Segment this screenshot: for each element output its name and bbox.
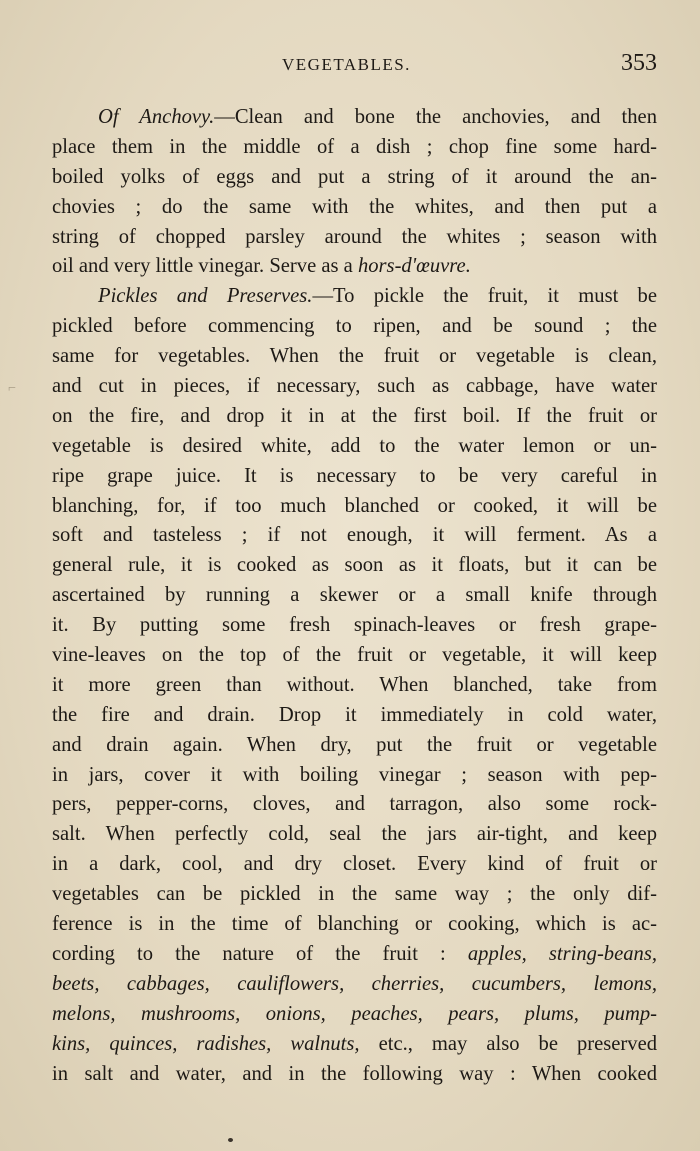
text-line: pickled before commencing to ripen, and be sound ; the	[52, 315, 657, 338]
paragraph-pickles-and-preserves	[52, 282, 657, 1089]
text-line: in salt and water, and in the following way : When cooked	[52, 1062, 657, 1085]
text-line: vegetable is desired white, add to the water lemon or un-	[52, 434, 657, 457]
text-line: soft and tasteless ; if not enough, it will ferment. As a	[52, 524, 657, 547]
text-line	[52, 970, 657, 1000]
text-line: cording to the nature of the fruit : apples, string-beans,	[52, 942, 657, 965]
text-line: salt. When perfectly cold, seal the jars air-tight, and keep	[52, 823, 657, 846]
fruit-list: apples, string-beans,	[467, 942, 657, 965]
paragraph-of-anchovy	[52, 103, 657, 282]
text-line: Of Anchovy.—Clean and bone the anchovies, and then	[98, 106, 657, 128]
text-line: it more green than without. When blanched, take from	[52, 673, 657, 696]
text-line: ripe grape juice. It is necessary to be very careful in	[52, 464, 657, 487]
fruit-list: beets, cabbages, cauliflowers, cherries, cucumbers, lemons,	[52, 972, 657, 995]
page-header	[52, 50, 657, 80]
fruit-list: kins, quinces, radishes, walnuts,	[52, 1032, 360, 1055]
text-line: on the fire, and drop it in at the first boil. If the fruit or	[52, 404, 657, 427]
section-title-of-anchovy: Of Anchovy.	[98, 106, 215, 128]
text-line: ascertained by running a skewer or a small knife through	[52, 584, 657, 607]
text-line: vine-leaves on the top of the fruit or vegetable, it will keep	[52, 644, 657, 667]
text-line: pers, pepper-corns, cloves, and tarragon, also some rock-	[52, 793, 657, 816]
text-line: blanching, for, if too much blanched or cooked, it will be	[52, 494, 657, 517]
text-line: same for vegetables. When the fruit or vegetable is clean,	[52, 345, 657, 368]
text-line: boiled yolks of eggs and put a string of it around the an-	[52, 165, 657, 188]
term-hors-d-oeuvre: hors-d'œuvre.	[357, 255, 471, 278]
text-line: place them in the middle of a dish ; chop fine some hard-	[52, 135, 657, 158]
text-line: and cut in pieces, if necessary, such as cabbage, have water	[52, 375, 657, 398]
running-head: VEGETABLES.	[282, 55, 411, 74]
text-line: vegetables can be pickled in the same way ; the only dif-	[52, 883, 657, 906]
body-text	[52, 103, 657, 1089]
text-line: ference is in the time of blanching or cooking, which is ac-	[52, 913, 657, 936]
text-line: in jars, cover it with boiling vinegar ; season with pep-	[52, 763, 657, 786]
ink-spot	[228, 1138, 233, 1142]
text-line: Pickles and Preserves.—To pickle the fruit, it must be	[98, 285, 657, 308]
text-line: oil and very little vinegar. Serve as a hors-d'œuvre.	[52, 255, 471, 278]
margin-pencil-mark: ⌐	[8, 381, 16, 396]
text-line: chovies ; do the same with the whites, and then put a	[52, 195, 657, 218]
text-line: general rule, it is cooked as soon as it floats, but it can be	[52, 554, 657, 577]
text-line: it. By putting some fresh spinach-leaves or fresh grape-	[52, 614, 657, 637]
fruit-list: melons, mushrooms, onions, peaches, pears, plums, pump-	[52, 1002, 657, 1025]
text-line: kins, quinces, radishes, walnuts, etc., may also be preserved	[52, 1032, 658, 1055]
page-number: 353	[621, 50, 657, 76]
text-line: string of chopped parsley around the whites ; season with	[52, 225, 657, 248]
text-line: and drain again. When dry, put the fruit or vegetable	[52, 733, 657, 756]
section-title-pickles-and-preserves: Pickles and Preserves.	[98, 285, 313, 308]
text-line: the fire and drain. Drop it immediately in cold water,	[52, 703, 657, 726]
text-line	[52, 1000, 657, 1030]
text-line: in a dark, cool, and dry closet. Every kind of fruit or	[52, 853, 657, 876]
